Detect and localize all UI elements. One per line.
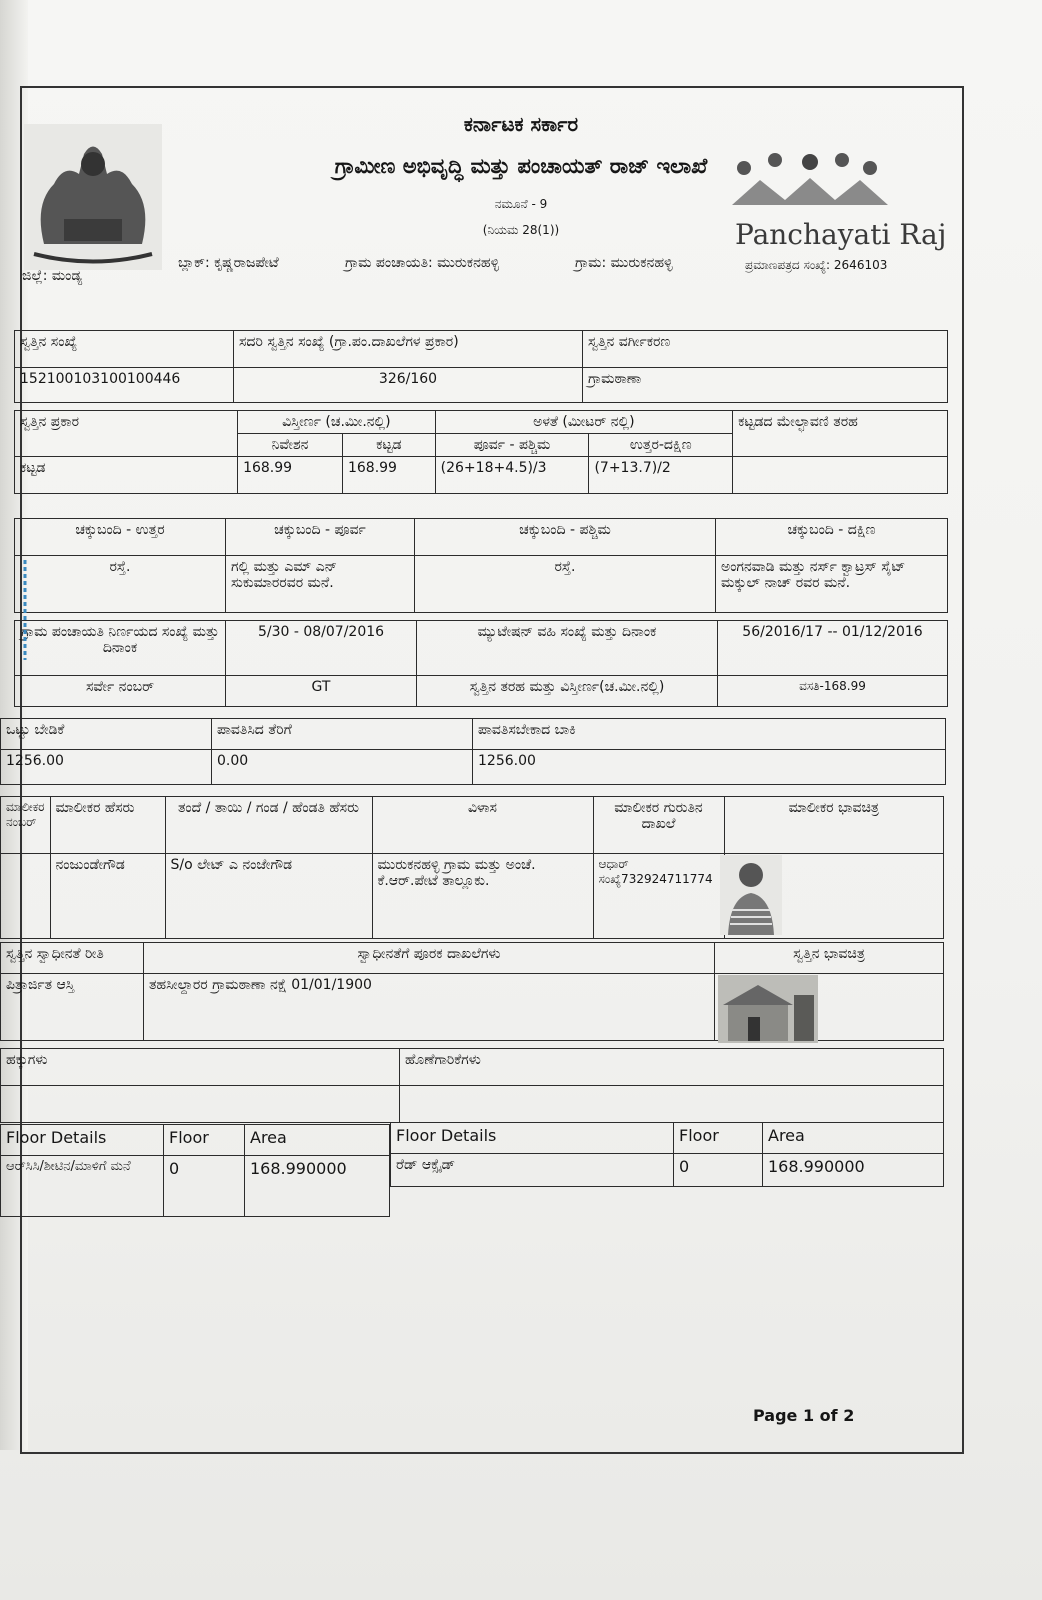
mutation-label: ಮ್ಯುಟೇಷನ್ ವಹಿ ಸಂಖ್ಯೆ ಮತ್ತು ದಿನಾಂಕ [417, 621, 718, 676]
panchayati-raj-logo-text: Panchayati Raj [735, 218, 947, 251]
area-table [14, 410, 948, 494]
north-south-value: (7+13.7)/2 [589, 457, 733, 494]
floor-right-header: Floor [674, 1123, 763, 1154]
tax-paid-value: 0.00 [212, 750, 473, 785]
survey-value: GT [226, 676, 417, 707]
resolution-label: ಗ್ರಾಮ ಪಂಚಾಯತಿ ನಿರ್ಣಯದ ಸಂಖ್ಯೆ ಮತ್ತು ದಿನಾಂಕ [15, 621, 226, 676]
boundaries-table [14, 518, 948, 613]
area-label: ವಿಸ್ತೀರ್ಣ (ಚ.ಮೀ.ನಲ್ಲಿ) [238, 411, 436, 434]
ownership-docs-label: ಸ್ವಾಧೀನತೆಗೆ ಪೂರಕ ದಾಖಲೆಗಳು [144, 943, 715, 974]
page-number: Page 1 of 2 [753, 1406, 855, 1425]
north-boundary-value: ರಸ್ತೆ. [15, 556, 226, 613]
east-boundary-label: ಚಕ್ಕುಬಂದಿ - ಪೂರ್ವ [226, 519, 415, 556]
floor-details-left-table [0, 1124, 390, 1217]
area-left-header: Area [245, 1125, 390, 1156]
classification-value: ಗ್ರಾಮಠಾಣಾ [583, 368, 948, 403]
roof-type-value [733, 457, 948, 494]
liabilities-label: ಹೊಣೆಗಾರಿಕೆಗಳು [400, 1049, 944, 1086]
liabilities-value [400, 1086, 944, 1123]
owner-number-value [1, 854, 51, 939]
nature-area-value: ವಸತಿ-168.99 [718, 676, 948, 707]
building-area-label: ಕಟ್ಟಡ [342, 434, 435, 457]
property-type-label: ಸ್ವತ್ತಿನ ಪ್ರಕಾರ [15, 411, 238, 457]
east-west-label: ಪೂರ್ವ - ಪಶ್ಚಿಮ [435, 434, 589, 457]
balance-label: ಪಾವತಿಸಬೇಕಾದ ಬಾಕಿ [473, 719, 946, 750]
area-right-header: Area [763, 1123, 944, 1154]
east-boundary-value: ಗಲ್ಲಿ ಮತ್ತು ಎಮ್ ಎನ್ ಸುಕುಮಾರರವರ ಮನೆ. [226, 556, 415, 613]
property-id-table [14, 330, 948, 403]
classification-label: ಸ್ವತ್ತಿನ ವರ್ಗೀಕರಣ [583, 331, 948, 368]
village: ಗ್ರಾಮ: ಮುರುಕನಹಳ್ಳಿ [575, 255, 673, 271]
owner-name-value: ನಂಜುಂಡೇಗೌಡ [50, 854, 165, 939]
property-photo-label: ಸ್ವತ್ತಿನ ಭಾವಚಿತ್ರ [715, 943, 944, 974]
area-right-value: 168.990000 [763, 1154, 944, 1187]
record-number-label: ಸದರಿ ಸ್ವತ್ತಿನ ಸಂಖ್ಯೆ (ಗ್ರಾ.ಪಂ.ದಾಖಲೆಗಳ ಪ್ರಕಾರ) [234, 331, 583, 368]
survey-label: ಸರ್ವೇ ನಂಬರ್ [15, 676, 226, 707]
property-id-value: 152100103100100446 [15, 368, 234, 403]
relation-label: ತಂದೆ / ತಾಯಿ / ಗಂಡ / ಹೆಂಡತಿ ಹೆಸರು [165, 797, 372, 854]
certificate-number: ಪ್ರಮಾಣಪತ್ರದ ಸಂಖ್ಯೆ: 2646103 [745, 258, 888, 272]
total-demand-value: 1256.00 [1, 750, 212, 785]
owner-id-label: ಮಾಲೀಕರ ಗುರುತಿನ ದಾಖಲೆ [593, 797, 724, 854]
owner-name-label: ಮಾಲೀಕರ ಹೆಸರು [50, 797, 165, 854]
area-left-value: 168.990000 [245, 1156, 390, 1217]
relation-value: S/o ಲೇಟ್ ಎ ನಂಜೇಗೌಡ [165, 854, 372, 939]
address-label: ವಿಳಾಸ [372, 797, 593, 854]
east-west-value: (26+18+4.5)/3 [435, 457, 589, 494]
floor-details-right-value: ರೆಡ್ ಆಕ್ಸೈಡ್ [391, 1154, 674, 1187]
south-boundary-label: ಚಕ್ಕುಬಂದಿ - ದಕ್ಷಿಣ [716, 519, 948, 556]
north-boundary-label: ಚಕ್ಕುಬಂದಿ - ಉತ್ತರ [15, 519, 226, 556]
form-number: ನಮೂನೆ - 9 [494, 197, 548, 211]
west-boundary-value: ರಸ್ತೆ. [415, 556, 716, 613]
record-number-value: 326/160 [234, 368, 583, 403]
stapler-pin-icon [18, 560, 32, 660]
ownership-mode-label: ಸ್ವತ್ತಿನ ಸ್ವಾಧೀನತೆ ರೀತಿ [1, 943, 144, 974]
resolution-value: 5/30 - 08/07/2016 [226, 621, 417, 676]
rights-table [0, 1048, 944, 1123]
gram-panchayat: ಗ್ರಾಮ ಪಂಚಾಯತಿ: ಮುರುಕನಹಳ್ಳಿ [345, 255, 500, 271]
north-south-label: ಉತ್ತರ-ದಕ್ಷಿಣ [589, 434, 733, 457]
rights-value [1, 1086, 400, 1123]
owner-id-value: ಆಧಾರ್ ಸಂಖ್ಯೆ732924711774 [593, 854, 724, 939]
total-demand-label: ಒಟ್ಟು ಬೇಡಿಕೆ [1, 719, 212, 750]
site-area-value: 168.99 [238, 457, 343, 494]
owner-photo-icon [720, 855, 782, 935]
rule-number: (ನಿಯಮ 28(1)) [482, 223, 560, 237]
property-photo-icon [718, 975, 818, 1043]
ownership-mode-value: ಪಿತ್ರಾರ್ಜಿತ ಆಸ್ತಿ [1, 974, 144, 1041]
tax-table [0, 718, 946, 785]
property-id-label: ಸ್ವತ್ತಿನ ಸಂಖ್ಯೆ [15, 331, 234, 368]
address-value: ಮುರುಕನಹಳ್ಳಿ ಗ್ರಾಮ ಮತ್ತು ಅಂಚೆ. ಕೆ.ಆರ್.ಪೇಟೆ ತಾಲ್ಲೂಕು. [372, 854, 593, 939]
mutation-value: 56/2016/17 -- 01/12/2016 [718, 621, 948, 676]
ownership-docs-value: ತಹಸೀಲ್ದಾರರ ಗ್ರಾಮಠಾಣಾ ನಕ್ಷೆ 01/01/1900 [144, 974, 715, 1041]
floor-details-left-header: Floor Details [1, 1125, 164, 1156]
floor-left-value: 0 [164, 1156, 245, 1217]
floor-details-right-table [390, 1122, 944, 1187]
roof-type-label: ಕಟ್ಟಡದ ಮೇಲ್ಛಾವಣಿ ತರಹ [733, 411, 948, 457]
building-area-value: 168.99 [342, 457, 435, 494]
owner-photo-label: ಮಾಲೀಕರ ಭಾವಚಿತ್ರ [724, 797, 944, 854]
govt-title: ಕರ್ನಾಟಕ ಸರ್ಕಾರ [463, 112, 579, 136]
dimensions-label: ಅಳತೆ (ಮೀಟರ್ ನಲ್ಲಿ) [435, 411, 732, 434]
floor-details-right-header: Floor Details [391, 1123, 674, 1154]
floor-right-value: 0 [674, 1154, 763, 1187]
property-type-value: ಕಟ್ಟಡ [15, 457, 238, 494]
balance-value: 1256.00 [473, 750, 946, 785]
owner-number-label: ಮಾಲೀಕರ ನಂಬರ್ [1, 797, 51, 854]
tax-paid-label: ಪಾವತಿಸಿದ ತೆರಿಗೆ [212, 719, 473, 750]
floor-left-header: Floor [164, 1125, 245, 1156]
floor-details-left-value: ಆರ್‌ಸಿಸಿ/ಶೀಟಿನ/ಮಾಳಿಗೆ ಮನೆ [1, 1156, 164, 1217]
rights-label: ಹಕ್ಕುಗಳು [1, 1049, 400, 1086]
nature-area-label: ಸ್ವತ್ತಿನ ತರಹ ಮತ್ತು ವಿಸ್ತೀರ್ಣ(ಚ.ಮೀ.ನಲ್ಲಿ) [417, 676, 718, 707]
south-boundary-value: ಅಂಗನವಾಡಿ ಮತ್ತು ನರ್ಸ್ ಕ್ವಾಟ್ರಸ್ ಸೈಟ್ ಮಕ್ಕುಲ್ ನಾಚ್ ರವರ ಮನೆ. [716, 556, 948, 613]
owner-table [0, 796, 944, 939]
taluk: ಬ್ಲಾಕ್: ಕೃಷ್ಣರಾಜಪೇಟೆ [178, 255, 279, 271]
west-boundary-label: ಚಕ್ಕುಬಂದಿ - ಪಶ್ಚಿಮ [415, 519, 716, 556]
dept-title: ಗ್ರಾಮೀಣ ಅಭಿವೃದ್ಧಿ ಮತ್ತು ಪಂಚಾಯತ್ ರಾಜ್ ಇಲಾಖೆ [334, 154, 708, 178]
site-area-label: ನಿವೇಶನ [238, 434, 343, 457]
district: ಜಿಲ್ಲೆ: ಮಂಡ್ಯ [22, 268, 83, 284]
resolution-table [14, 620, 948, 707]
